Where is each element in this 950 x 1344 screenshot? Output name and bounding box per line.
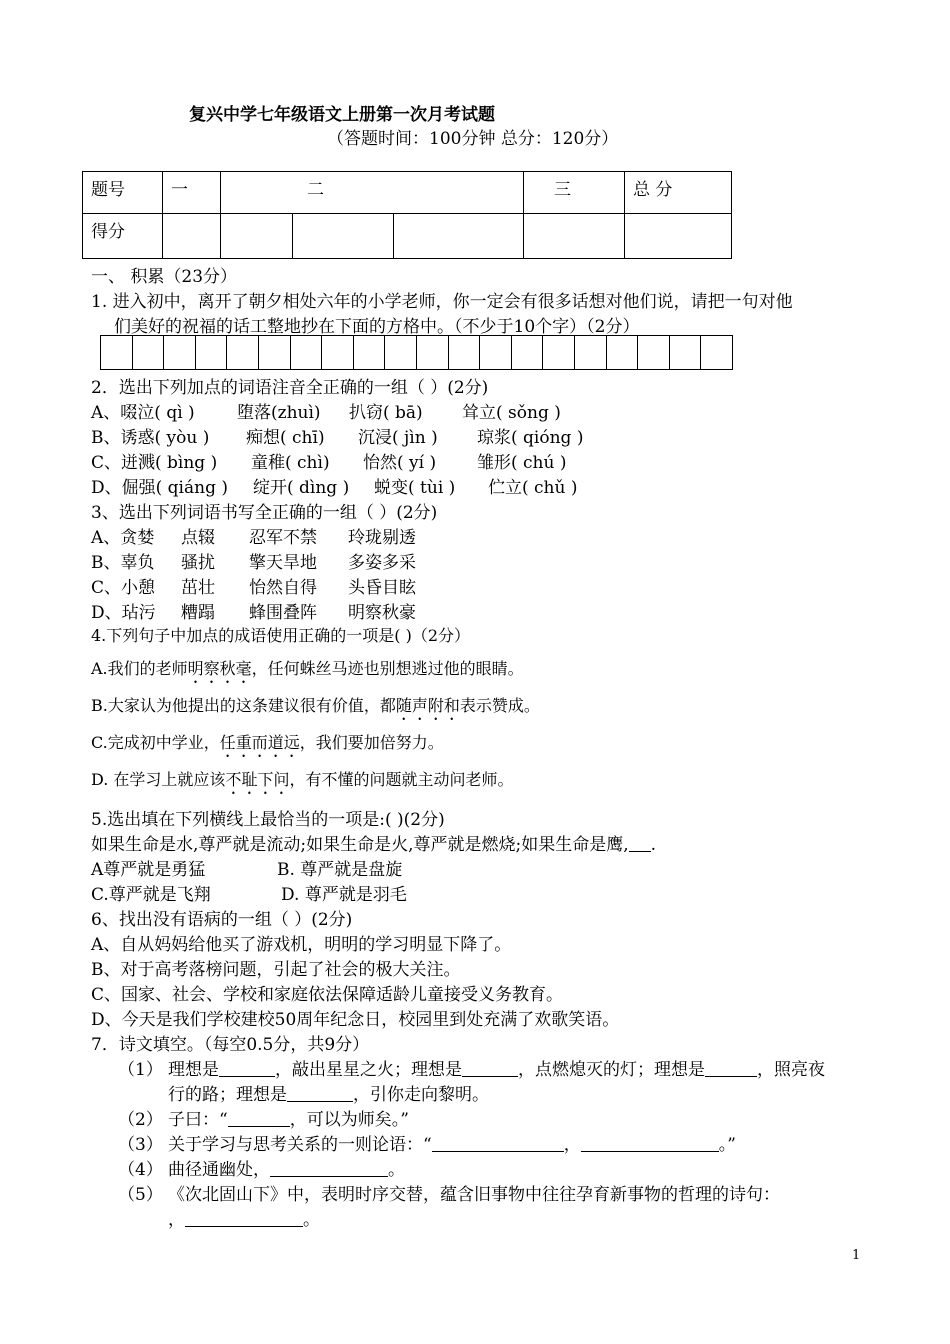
option-part: 雏形( chú ) bbox=[477, 453, 567, 473]
answer-blank[interactable] bbox=[705, 1059, 757, 1077]
q2-stem: 2．选出下列加点的词语注音全正确的一组（ ）(2分) bbox=[91, 378, 489, 398]
q4-stem: 4.下列句子中加点的成语使用正确的一项是( )（2分） bbox=[91, 626, 471, 645]
option-text: D. 在学习上就应该 bbox=[91, 770, 226, 789]
q5-stem: 5.选出填在下列横线上最恰当的一项是:( )(2分) bbox=[91, 810, 445, 830]
option-part: 痴想( chī) bbox=[246, 428, 325, 448]
grid-cell[interactable] bbox=[321, 335, 354, 370]
grid-cell[interactable] bbox=[195, 335, 228, 370]
q4-option-b bbox=[91, 693, 540, 724]
option-part: B、辜负 bbox=[91, 553, 155, 573]
fill-text: ，照亮夜 bbox=[757, 1060, 825, 1080]
score-header-3: 三 bbox=[524, 172, 625, 214]
score-header-2: 二 bbox=[221, 172, 524, 214]
q6-option-d: D、今天是我们学校建校50周年纪念日，校园里到处充满了欢歌笑语。 bbox=[91, 1010, 620, 1030]
q2-option-b bbox=[91, 423, 584, 448]
option-a: A尊严就是勇猛 bbox=[91, 860, 206, 880]
q3-stem: 3、选出下列词语书写全正确的一组（ ）(2分) bbox=[91, 503, 438, 523]
fill-text: ， bbox=[168, 1210, 185, 1230]
score-header-label: 题号 bbox=[83, 172, 163, 214]
q5-options-row1 bbox=[91, 855, 403, 880]
option-part: 多姿多采 bbox=[348, 553, 416, 573]
q7-stem: 7．诗文填空。（每空0.5分，共9分） bbox=[91, 1035, 370, 1055]
grid-cell[interactable] bbox=[163, 335, 196, 370]
grid-cell[interactable] bbox=[542, 335, 575, 370]
page-subtitle: （答题时间：100分钟 总分：120分） bbox=[327, 129, 619, 149]
q1-line2: 们美好的祝福的话工整地抄在下面的方格中。（不少于10个字）（2分） bbox=[114, 317, 640, 337]
option-part: 骚扰 bbox=[181, 553, 215, 573]
score-header-total: 总 分 bbox=[625, 172, 732, 214]
option-part: 糟蹋 bbox=[181, 603, 215, 623]
q7-item3-number: （3） bbox=[118, 1135, 163, 1155]
grid-cell[interactable] bbox=[132, 335, 165, 370]
grid-cell[interactable] bbox=[258, 335, 291, 370]
grid-cell[interactable] bbox=[637, 335, 670, 370]
grid-cell[interactable] bbox=[290, 335, 323, 370]
q5-sentence: 如果生命是水,尊严就是流动;如果生命是火,尊严就是燃烧;如果生命是鹰, bbox=[91, 835, 629, 855]
option-part: 耸立( sǒng ) bbox=[462, 403, 561, 423]
option-part: 堕落(zhuì) bbox=[237, 403, 321, 423]
fill-text: 理想是 bbox=[168, 1060, 219, 1080]
option-text: C.完成初中学业， bbox=[91, 733, 220, 752]
option-part: A、啜泣( qì ) bbox=[91, 403, 195, 423]
option-part: A、贪婪 bbox=[91, 528, 155, 548]
q7-item2 bbox=[168, 1105, 409, 1130]
q7-item2-number: （2） bbox=[118, 1110, 163, 1130]
score-cell[interactable] bbox=[293, 214, 394, 259]
option-part: 忍军不禁 bbox=[249, 528, 317, 548]
q5-text bbox=[91, 830, 656, 855]
option-text: 表示赞成。 bbox=[459, 696, 540, 715]
section-heading: 一、 积累（23分） bbox=[91, 267, 238, 287]
score-cell[interactable] bbox=[625, 214, 732, 259]
option-part: 茁壮 bbox=[181, 578, 215, 598]
option-part: D、倔强( qiáng ) bbox=[91, 478, 228, 498]
option-part: 点辍 bbox=[181, 528, 215, 548]
fill-text: 。 bbox=[303, 1210, 320, 1230]
option-d: D. 尊严就是羽毛 bbox=[281, 885, 407, 905]
grid-cell[interactable] bbox=[606, 335, 639, 370]
answer-blank[interactable] bbox=[185, 1209, 303, 1227]
grid-cell[interactable] bbox=[574, 335, 607, 370]
option-part: 玲珑剔透 bbox=[348, 528, 416, 548]
grid-cell[interactable] bbox=[226, 335, 259, 370]
option-part: 沉浸( jìn ) bbox=[358, 428, 438, 448]
dotted-idiom: 不耻下问 bbox=[225, 770, 290, 789]
q6-option-c: C、国家、社会、学校和家庭依法保障适龄儿童接受义务教育。 bbox=[91, 985, 564, 1005]
score-cell[interactable] bbox=[524, 214, 625, 259]
q2-option-c bbox=[91, 448, 567, 473]
option-part: 怡然自得 bbox=[249, 578, 317, 598]
fill-text: ，点燃熄灭的灯；理想是 bbox=[518, 1060, 705, 1080]
grid-cell[interactable] bbox=[100, 335, 133, 370]
fill-text: 子曰：“ bbox=[168, 1110, 228, 1130]
grid-cell[interactable] bbox=[511, 335, 544, 370]
q6-option-b: B、对于高考落榜问题，引起了社会的极大关注。 bbox=[91, 960, 461, 980]
answer-blank[interactable] bbox=[581, 1134, 719, 1152]
fill-text: ，敲出星星之火；理想是 bbox=[275, 1060, 462, 1080]
option-part: 伫立( chǔ ) bbox=[488, 478, 578, 498]
fill-text: ，可以为师矣。” bbox=[289, 1110, 409, 1130]
option-text: A.我们的老师 bbox=[91, 659, 188, 678]
option-part: 扒窃( bā) bbox=[349, 403, 423, 423]
option-text: ，我们要加倍努力。 bbox=[299, 733, 444, 752]
option-part: 琼浆( qióng ) bbox=[477, 428, 584, 448]
grid-cell[interactable] bbox=[669, 335, 702, 370]
page-number: 1 bbox=[852, 1248, 861, 1263]
q7-item5-number: （5） bbox=[118, 1185, 163, 1205]
option-part: 童稚( chì) bbox=[251, 453, 330, 473]
q3-option-c bbox=[91, 573, 416, 598]
option-part: 明察秋豪 bbox=[348, 603, 416, 623]
option-part: B、诱惑( yòu ) bbox=[91, 428, 210, 448]
option-text: ，任何蛛丝马迹也别想逃过他的眼睛。 bbox=[251, 659, 524, 678]
option-text: ，有不懂的问题就主动问老师。 bbox=[289, 770, 514, 789]
option-part: 怡然( yí ) bbox=[363, 453, 437, 473]
q6-option-a: A、自从妈妈给他买了游戏机，明明的学习明显下降了。 bbox=[91, 935, 512, 955]
q3-option-b bbox=[91, 548, 416, 573]
option-c: C.尊严就是飞翔 bbox=[91, 885, 211, 905]
option-text: B.大家认为他提出的这条建议很有价值，都 bbox=[91, 696, 396, 715]
q7-item1-line1 bbox=[168, 1055, 825, 1080]
q4-option-a bbox=[91, 656, 524, 687]
grid-cell[interactable] bbox=[479, 335, 512, 370]
q5-options-row2 bbox=[91, 880, 407, 905]
writing-grid[interactable] bbox=[101, 335, 733, 370]
dotted-idiom: 任重而道远 bbox=[219, 733, 300, 752]
q7-item1-line2 bbox=[168, 1080, 489, 1105]
option-part: 擎天旱地 bbox=[249, 553, 317, 573]
option-part: C、迸溅( bìng ) bbox=[91, 453, 218, 473]
q7-item4 bbox=[168, 1155, 405, 1180]
option-part: D、玷污 bbox=[91, 603, 156, 623]
q7-item1-number: （1） bbox=[118, 1060, 163, 1080]
answer-blank[interactable] bbox=[432, 1134, 564, 1152]
answer-blank[interactable] bbox=[287, 1084, 353, 1102]
q7-item5-line1: 《次北固山下》中，表明时序交替，蕴含旧事物中往往孕育新事物的哲理的诗句： bbox=[168, 1185, 780, 1205]
q2-option-d bbox=[91, 473, 578, 498]
q3-option-a bbox=[91, 523, 416, 548]
option-part: 蜂围叠阵 bbox=[249, 603, 317, 623]
q5-period: . bbox=[650, 835, 657, 855]
dotted-idiom: 明察秋毫 bbox=[187, 659, 252, 678]
fill-text: 。” bbox=[718, 1135, 736, 1155]
option-part: 绽开( dìng ) bbox=[253, 478, 350, 498]
q3-option-d bbox=[91, 598, 416, 623]
fill-text: ，引你走向黎明。 bbox=[353, 1085, 489, 1105]
answer-blank[interactable] bbox=[228, 1109, 290, 1127]
q6-stem: 6、找出没有语病的一组（ ）(2分) bbox=[91, 910, 353, 930]
grid-cell[interactable] bbox=[700, 335, 733, 370]
option-part: 蜕变( tùi ) bbox=[374, 478, 456, 498]
answer-blank[interactable] bbox=[462, 1059, 518, 1077]
fill-text: 。 bbox=[388, 1160, 405, 1180]
fill-text: 行的路；理想是 bbox=[168, 1085, 287, 1105]
fill-text: 关于学习与思考关系的一则论语：“ bbox=[168, 1135, 432, 1155]
fill-text: 曲径通幽处， bbox=[168, 1160, 270, 1180]
option-part: C、小憩 bbox=[91, 578, 156, 598]
score-header-1: 一 bbox=[163, 172, 221, 214]
q2-option-a bbox=[91, 398, 561, 423]
option-b: B. 尊严就是盘旋 bbox=[277, 860, 403, 880]
page-title: 复兴中学七年级语文上册第一次月考试题 bbox=[189, 105, 495, 125]
answer-blank[interactable] bbox=[629, 834, 651, 852]
score-cell[interactable] bbox=[163, 214, 221, 259]
dotted-idiom: 随声附和 bbox=[395, 696, 460, 715]
grid-cell[interactable] bbox=[384, 335, 417, 370]
grid-cell[interactable] bbox=[448, 335, 481, 370]
q7-item4-number: （4） bbox=[118, 1160, 163, 1180]
answer-blank[interactable] bbox=[270, 1159, 388, 1177]
score-row-label: 得分 bbox=[83, 214, 163, 259]
answer-blank[interactable] bbox=[219, 1059, 275, 1077]
score-cell[interactable] bbox=[221, 214, 293, 259]
grid-cell[interactable] bbox=[416, 335, 449, 370]
q7-item5-line2 bbox=[168, 1205, 320, 1230]
score-table bbox=[82, 171, 732, 259]
q4-option-d bbox=[91, 767, 513, 798]
q4-option-c bbox=[91, 730, 444, 761]
grid-cell[interactable] bbox=[353, 335, 386, 370]
q1-line1: 1. 进入初中，离开了朝夕相处六年的小学老师，你一定会有很多话想对他们说，请把一句对他 bbox=[91, 292, 793, 312]
score-cell[interactable] bbox=[394, 214, 524, 259]
option-part: 头昏目眩 bbox=[348, 578, 416, 598]
q7-item3 bbox=[168, 1130, 736, 1155]
fill-text: ， bbox=[563, 1135, 581, 1155]
